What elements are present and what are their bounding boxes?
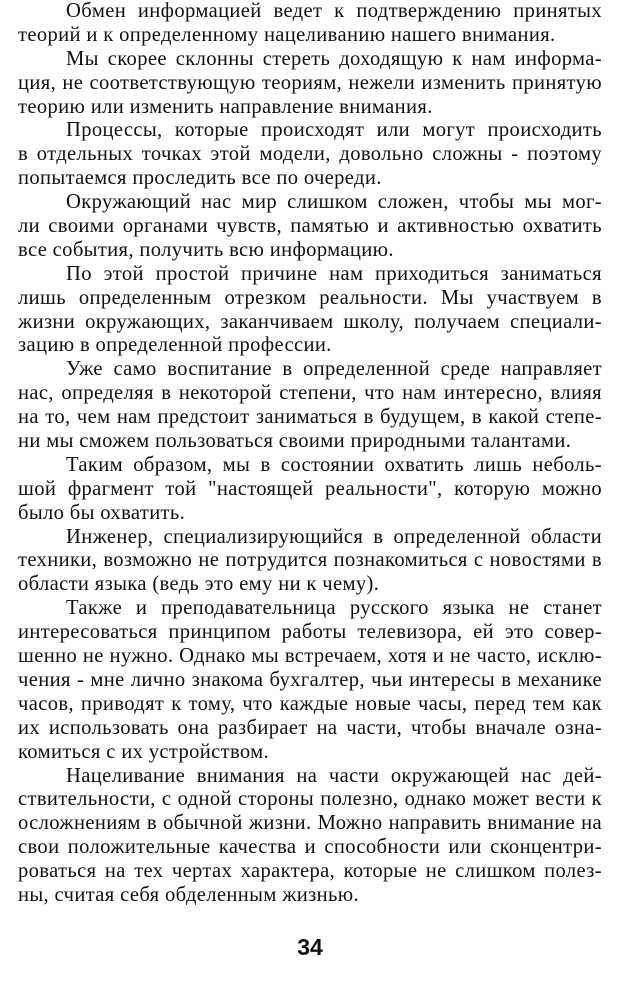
paragraph [18, 358, 602, 454]
text-line: Процессы, которые происходят или могут происходить [66, 119, 602, 142]
text-line: ли своими органами чувств, памятью и активностью охватить [18, 215, 602, 238]
page-number: 34 [297, 934, 323, 960]
text-line: По этой простой причине нам приходиться заниматься [66, 262, 602, 285]
text-line: все события, получить всю информацию. [18, 238, 394, 261]
text-line: Также и преподавательница русского языка не станет [66, 597, 602, 620]
text-line: Мы скорее склонны стереть доходящую к нам информа- [66, 47, 602, 70]
text-line: комиться с их устройством. [18, 740, 270, 763]
text-line: осложнениям в обычной жизни. Можно направить внимание на [18, 812, 602, 835]
text-line: нас, определяя в некоторой степени, что нам интересно, влияя [18, 382, 602, 405]
text-line: Инженер, специализирующийся в определенной области [66, 525, 602, 548]
text-line: на то, чем нам предстоит заниматься в будущем, в какой степе- [18, 406, 602, 429]
text-line: Уже само воспитание в определенной среде направляет [66, 358, 602, 381]
text-line: интересоваться принципом работы телевизора, ей это совер- [18, 621, 602, 644]
paragraph [18, 263, 602, 359]
text-line: было бы охватить. [18, 501, 186, 524]
text-line: шенно не нужно. Однако мы встречаем, хотя и не часто, исклю- [18, 645, 602, 668]
paragraph [18, 526, 602, 598]
paragraph [18, 191, 602, 263]
paragraph [18, 48, 602, 120]
text-line: ствительности, с одной стороны полезно, однако может вести к [18, 788, 602, 811]
text-line: ни мы сможем пользоваться своими природными талантами. [18, 430, 572, 453]
text-line: роваться на тех чертах характера, которые не слишком полез- [18, 860, 602, 883]
text-line: чения - мне лично знакома бухгалтер, чьи интересы в механике [18, 668, 602, 691]
paragraph [18, 454, 602, 526]
text-line: ция, не соответствующую теориям, нежели изменить принятую [18, 71, 602, 94]
text-line: попытаемся проследить все по очереди. [18, 167, 382, 190]
paragraph [18, 0, 602, 48]
paragraph [18, 765, 602, 908]
text-line: области языка (ведь это ему ни к чему). [18, 573, 380, 596]
paragraph [18, 119, 602, 191]
text-line: лишь определенным отрезком реальности. Мы участвуем в [18, 286, 602, 309]
paragraph [18, 597, 602, 764]
text-line: Обмен информацией ведет к подтверждению принятых [66, 0, 602, 22]
text-line: теорию или изменить направление внимания. [18, 95, 433, 118]
text-line: жизни окружающих, заканчиваем школу, получаем специали- [18, 310, 602, 333]
text-line: ны, считая себя обделенным жизнью. [18, 883, 359, 906]
text-line: зацию в определенной профессии. [18, 334, 332, 357]
text-line: свои положительные качества и способности или сконцентри- [18, 836, 602, 859]
text-line: теорий и к определенному нацеливанию нашего внимания. [18, 23, 556, 46]
page-body-text [18, 0, 602, 908]
text-line: техники, возможно не потрудится познакомиться с новостями в [18, 549, 602, 572]
text-line: их использовать она разбирает на части, чтобы вначале озна- [18, 716, 602, 739]
text-line: Нацеливание внимания на части окружающей нас дей- [66, 764, 602, 787]
text-line: часов, приводят к тому, что каждые новые часы, перед тем как [18, 692, 602, 715]
text-line: Таким образом, мы в состоянии охватить лишь неболь- [66, 453, 602, 476]
text-line: шой фрагмент той "настоящей реальности", которую можно [18, 477, 602, 500]
text-line: Окружающий нас мир слишком сложен, чтобы мы мог- [66, 191, 602, 214]
text-line: в отдельных точках этой модели, довольно сложны - поэтому [18, 143, 602, 166]
